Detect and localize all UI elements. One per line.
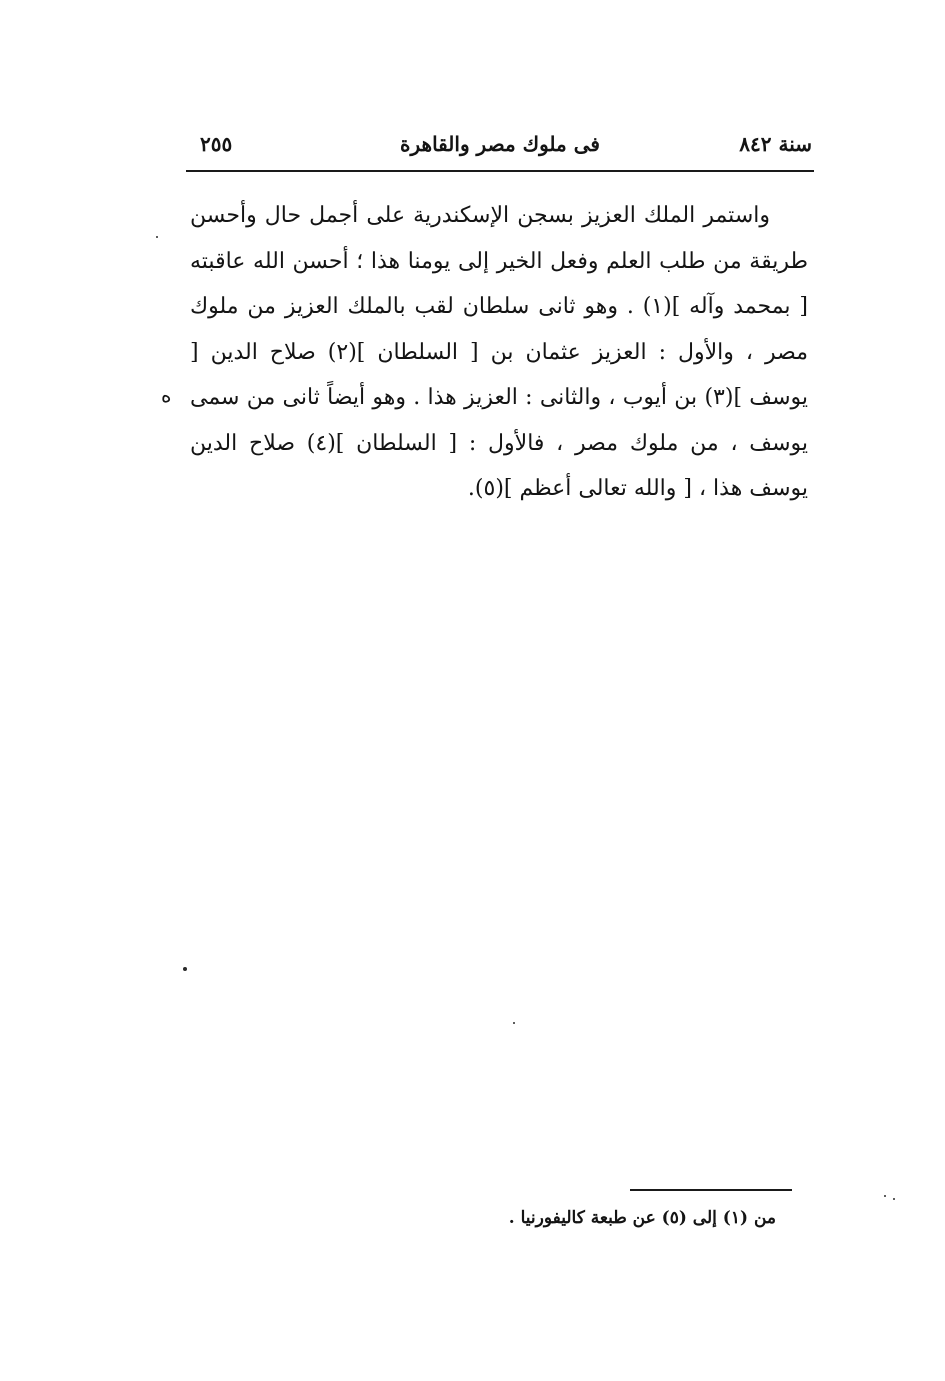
- print-speck: [893, 1198, 895, 1200]
- print-speck: [156, 236, 158, 238]
- margin-mark: ه: [161, 383, 172, 407]
- running-header: [186, 128, 814, 162]
- print-speck: [884, 1195, 886, 1197]
- footnote-rule: [630, 1189, 792, 1191]
- page-number: ٢٥٥: [200, 132, 233, 156]
- body-paragraph: واستمر الملك العزيز بسجن الإسكندرية على أجمل حال وأحسن طريقة من طلب العلم وفعل الخير إلى يومنا هذا ؛ أحسن الله عاقبته [ بمحمد وآله ](١) . وهو ثانى سلطان لقب بالملك العزيز من ملوك مصر ، والأول : العزيز عثمان بن [ السلطان ](٢) صلاح الدين [ يوسف ](٣) بن أيوب ، والثانى : العزيز هذا . وهو أيضاً ثانى من سمى يوسف ، من ملوك مصر ، فالأول : [ السلطان ](٤) صلاح الدين يوسف هذا ، [ والله تعالى أعظم ](٥).: [190, 203, 809, 501]
- header-year: سنة ٨٤٢: [739, 132, 812, 156]
- header-rule: [186, 170, 814, 172]
- footnote: من (١) إلى (٥) عن طبعة كاليفورنيا .: [508, 1208, 776, 1228]
- print-speck: [183, 967, 187, 971]
- header-title: فى ملوك مصر والقاهرة: [400, 132, 600, 156]
- main-text: [190, 193, 808, 512]
- print-speck: [513, 1022, 515, 1024]
